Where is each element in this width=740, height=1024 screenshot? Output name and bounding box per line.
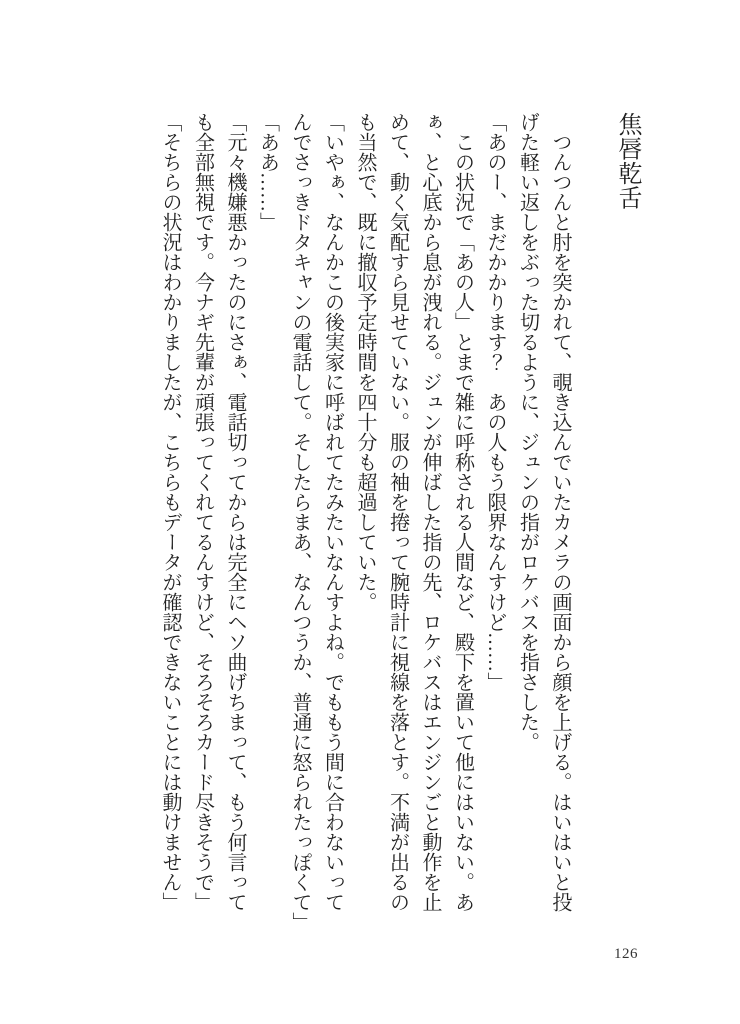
vertical-text-block [154,112,643,932]
paragraph-dialogue-4: 「元々機嫌悪かったのにさぁ、電話切ってからは完全にヘソ曲げちまって、もう何言っても全部無視です。今ナギ先輩が頑張ってくれてるんすけど、そろそろカード尽きそうで」 [191,112,246,912]
paragraph-dialogue-2: 「いやぁ、なんかこの後実家に呼ばれてたみたいなんすよね。でももう間に合わないってんでさっきドタキャンの電話して。そしたらまあ、なんつうか、普通に怒られたっぽくて」 [289,112,344,932]
paragraph-dialogue-5: 「そちらの状況はわかりましたが、こちらもデータが確認できないことには動けません」 [159,112,181,912]
paragraph-dialogue-1: 「あのー、まだかかります？ あの人もう限界なんすけど……」 [484,112,506,692]
page-number: 126 [614,946,638,962]
paragraph-dialogue-3: 「ああ……」 [256,112,279,232]
paragraph-narrative-1: つんつんと肘を突かれて、覗き込んでいたカメラの画面から顔を上げる。はいはいと投げた軽い返しをぶった切るように、ジュンの指がロケバスを指さした。 [516,112,571,912]
paragraph-narrative-2: この状況で「あの人」とまで雑に呼称される人間など、殿下を置いて他にはいない。あぁ、と心底から息が洩れる。ジュンが伸ばした指の先、ロケバスはエンジンごと動作を止めて、動く気配すら見せていない。服の袖を捲って腕時計に視線を落とす。不満が出るのも当然で、既に撤収予定時間を四十分も超過していた。 [354,112,474,912]
chapter-title: 焦唇乾舌 [614,112,640,210]
